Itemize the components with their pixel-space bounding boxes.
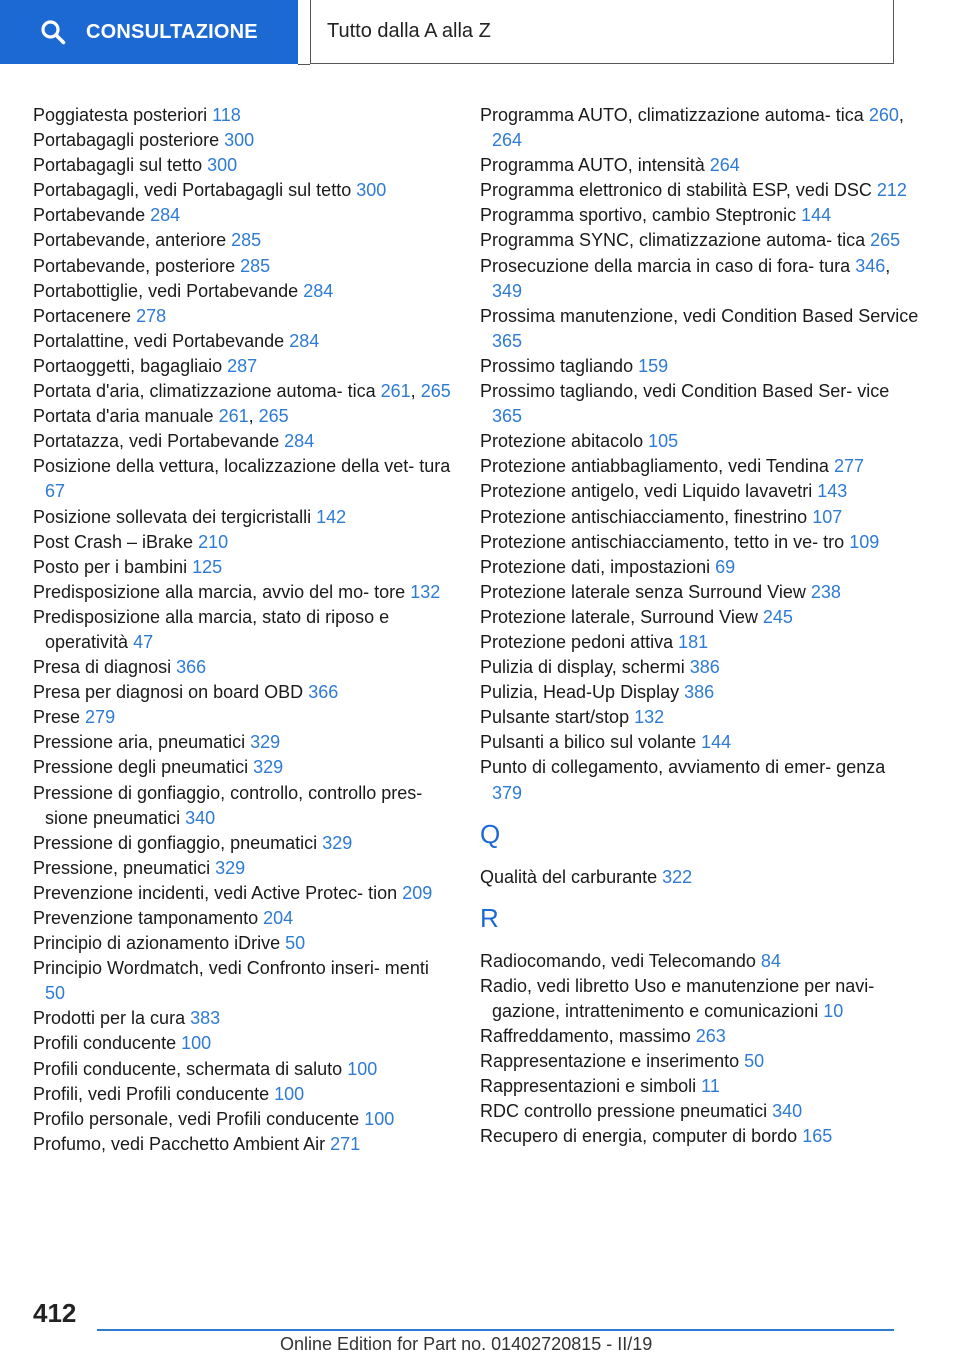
index-entry-text: Portabevande [33, 205, 146, 226]
page-link[interactable]: 260 [868, 105, 899, 125]
index-entry [33, 781, 453, 831]
page-link[interactable]: 322 [662, 866, 693, 887]
chapter-title [310, 0, 894, 64]
page-link[interactable]: 277 [833, 456, 864, 477]
index-entry [480, 580, 920, 605]
index-entry [480, 304, 920, 354]
index-column-right [480, 103, 920, 1149]
index-entry-text: Portabottiglie, vedi Portabevande [33, 280, 299, 301]
page-link[interactable]: 100 [364, 1108, 395, 1129]
page-link[interactable]: 50 [285, 933, 306, 954]
index-entry-text: Posizione sollevata dei tergicristalli [33, 506, 312, 527]
index-entry [33, 530, 453, 555]
page-link[interactable]: 105 [648, 431, 679, 452]
page-link[interactable]: 300 [224, 130, 255, 151]
index-entry-text: Programma SYNC, climatizzazione automa- tica [480, 230, 866, 251]
index-entry-text: Predisposizione alla marcia, stato di riposo e operatività [33, 606, 390, 652]
index-entry [480, 254, 920, 304]
page-link[interactable]: 284 [289, 330, 320, 351]
index-entry-text: Punto di collegamento, avviamento di emer- genza [480, 757, 886, 778]
index-entry-text: Prevenzione incidenti, vedi Active Protec- tion [33, 882, 398, 903]
index-entry-text: Principio Wordmatch, vedi Confronto inseri- menti [33, 958, 429, 979]
page-link[interactable]: 300 [207, 155, 238, 176]
index-entry-text: Programma sportivo, cambio Steptronic [480, 205, 797, 226]
index-entry-text: Prossimo tagliando [480, 355, 634, 376]
page-link[interactable]: 287 [227, 355, 258, 376]
index-entry-text: Rappresentazioni e simboli [480, 1076, 697, 1097]
index-entry [33, 1031, 453, 1056]
search-icon [40, 19, 66, 45]
page-link[interactable]: 386 [689, 657, 720, 678]
index-entry [33, 555, 453, 580]
index-entry-text: Raffreddamento, massimo [480, 1026, 691, 1046]
page-link[interactable]: 329 [250, 732, 281, 753]
index-entry [480, 605, 920, 630]
index-entry [33, 279, 453, 304]
index-entry-text: Portacenere [33, 305, 132, 326]
index-entry [33, 831, 453, 856]
page-link[interactable]: 11 [701, 1076, 720, 1097]
index-entry [480, 949, 920, 974]
page-link[interactable]: 329 [253, 757, 284, 778]
page-link[interactable]: 100 [347, 1058, 378, 1079]
index-entry-text: Portabevande, posteriore [33, 255, 236, 276]
index-entry-text: Pressione di gonfiaggio, controllo, controllo pres- sione pneumatici [33, 782, 423, 828]
index-entry [480, 730, 920, 755]
index-entry [480, 178, 920, 203]
index-entry-text: Protezione laterale senza Surround View [480, 581, 806, 602]
page-link[interactable]: 142 [316, 506, 347, 527]
index-entry [480, 655, 920, 680]
index-entry [480, 680, 920, 705]
index-group-q [480, 865, 920, 890]
index-entry-text: Recupero di energia, computer di bordo [480, 1126, 798, 1147]
index-entry-text: Profili conducente, schermata di saluto [33, 1058, 343, 1079]
page-link[interactable]: 285 [231, 230, 262, 251]
index-entry-text: Protezione abitacolo [480, 431, 644, 452]
index-entry [480, 1024, 920, 1049]
index-entry [480, 974, 920, 1024]
index-entry-text: Programma AUTO, intensità [480, 155, 705, 176]
page-link[interactable]: 279 [85, 707, 116, 728]
index-entry [33, 404, 453, 429]
index-entry-text: Profilo personale, vedi Profili conducente [33, 1108, 360, 1129]
index-entry [33, 1132, 453, 1157]
index-entry [480, 354, 920, 379]
page-link[interactable]: 340 [772, 1101, 803, 1122]
index-entry [480, 530, 920, 555]
index-entry-text: Pulizia di display, schermi [480, 657, 685, 678]
page-link[interactable]: 47 [133, 631, 154, 652]
index-entry-text: Portabagagli, vedi Portabagagli sul tetto [33, 180, 352, 201]
index-entry-text: Pulsanti a bilico sul volante [480, 732, 697, 753]
index-entry-text: Prodotti per la cura [33, 1008, 186, 1029]
index-entry [33, 1006, 453, 1031]
index-entry [33, 304, 453, 329]
page-link[interactable]: 210 [198, 531, 229, 552]
index-entry [33, 906, 453, 931]
page-link[interactable]: 50 [744, 1051, 765, 1072]
index-entry [480, 1074, 920, 1099]
page-link[interactable]: 329 [322, 832, 353, 853]
page-link[interactable]: 285 [240, 255, 271, 276]
index-entry-text: Portalattine, vedi Portabevande [33, 330, 285, 351]
index-entry-text: Profili conducente [33, 1033, 177, 1054]
index-entry [33, 379, 453, 404]
index-entry-text: Pressione di gonfiaggio, pneumatici [33, 832, 318, 853]
index-entry-text: Portata d'aria, climatizzazione automa- tica [33, 381, 376, 402]
page-link[interactable]: 143 [817, 481, 848, 502]
index-entry [33, 605, 453, 655]
index-entry [33, 931, 453, 956]
index-entry-text: Pressione, pneumatici [33, 857, 211, 878]
index-entry [33, 178, 453, 203]
index-entry [33, 881, 453, 906]
index-entry [33, 1107, 453, 1132]
index-entry [33, 429, 453, 454]
index-entry [33, 1057, 453, 1082]
header-divider [298, 64, 310, 65]
index-entry-text: Protezione antigelo, vedi Liquido lavavetri [480, 481, 813, 502]
index-entry-text: Prossima manutenzione, vedi Condition Based Service [480, 305, 919, 326]
index-entry [33, 580, 453, 605]
index-entry [480, 1049, 920, 1074]
page-link[interactable]: 69 [715, 556, 736, 577]
index-entry-text: Portabagagli sul tetto [33, 155, 203, 176]
index-entry-text: Qualità del carburante [480, 866, 658, 887]
page-link[interactable]: 132 [410, 581, 441, 602]
page-link[interactable]: 10 [823, 1000, 844, 1021]
page-link[interactable]: 349 [492, 280, 523, 301]
index-entry-text: Profili, vedi Profili conducente [33, 1083, 270, 1104]
index-entry-text: Protezione antischiacciamento, finestrino [480, 506, 808, 527]
index-entry [33, 254, 453, 279]
index-entry-text: Portaoggetti, bagagliaio [33, 355, 223, 376]
page-link[interactable]: 340 [185, 807, 216, 828]
page-link[interactable]: 181 [678, 631, 709, 652]
index-entry-text: Principio di azionamento iDrive [33, 933, 281, 954]
index-group-p [480, 103, 920, 806]
index-entry [480, 479, 920, 504]
section-label: CONSULTAZIONE [86, 20, 258, 43]
page-link[interactable]: 365 [492, 330, 523, 351]
index-entry [33, 153, 453, 178]
page-separator: , [898, 105, 904, 125]
page-link[interactable]: 278 [136, 305, 167, 326]
index-entry-text: Posto per i bambini [33, 556, 188, 577]
index-entry [480, 755, 920, 805]
page-link[interactable]: 264 [492, 130, 523, 151]
index-entry-text: Programma AUTO, climatizzazione automa- tica [480, 105, 864, 125]
page-link[interactable]: 346 [855, 255, 886, 276]
index-entry-text: Protezione laterale, Surround View [480, 606, 758, 627]
index-entry-text: Programma elettronico di stabilità ESP, vedi DSC [480, 180, 872, 201]
page-link[interactable]: 366 [308, 682, 339, 703]
index-entry-text: Rappresentazione e inserimento [480, 1051, 740, 1072]
index-entry [480, 1099, 920, 1124]
page-link[interactable]: 386 [684, 682, 715, 703]
index-entry [480, 505, 920, 530]
index-entry-text: Prese [33, 707, 81, 728]
index-entry-text: Prossimo tagliando, vedi Condition Based Ser- vice [480, 381, 890, 402]
index-entry-text: Protezione antischiacciamento, tetto in ve- tro [480, 531, 845, 552]
page-link[interactable]: 159 [638, 355, 669, 376]
chapter-title-text: Tutto dalla A alla Z [327, 20, 491, 42]
page-link[interactable]: 50 [45, 983, 66, 1004]
index-entry [33, 856, 453, 881]
page-separator: , [410, 381, 416, 402]
index-entry-text: Post Crash – iBrake [33, 531, 194, 552]
index-entry [33, 956, 453, 1006]
index-entry [33, 680, 453, 705]
section-tab-consultazione[interactable] [0, 0, 298, 64]
page-link[interactable]: 264 [709, 155, 740, 176]
index-entry-text: Posizione della vettura, localizzazione della vet- tura [33, 456, 451, 477]
index-entry [33, 103, 453, 128]
page-link[interactable]: 132 [634, 707, 665, 728]
page-link[interactable]: 84 [760, 950, 781, 971]
page-link[interactable]: 109 [849, 531, 880, 552]
index-entry-text: Presa per diagnosi on board OBD [33, 682, 304, 703]
index-entry-text: Profumo, vedi Pacchetto Ambient Air [33, 1133, 326, 1154]
index-letter-q: Q [480, 818, 501, 849]
index-entry-text: Portabagagli posteriore [33, 130, 220, 151]
index-entry-text: Pressione degli pneumatici [33, 757, 249, 778]
index-entry [33, 755, 453, 780]
index-entry-text: Protezione pedoni attiva [480, 631, 674, 652]
page-link[interactable]: 165 [802, 1126, 833, 1147]
index-entry [33, 128, 453, 153]
index-entry-text: Pulsante start/stop [480, 707, 630, 728]
page-link[interactable]: 245 [762, 606, 793, 627]
index-entry [480, 454, 920, 479]
index-entry [480, 865, 920, 890]
index-entry [480, 1124, 920, 1149]
index-entry [33, 203, 453, 228]
index-entry-text: Prevenzione tamponamento [33, 908, 259, 928]
index-entry [480, 103, 920, 153]
page-link[interactable]: 329 [215, 857, 246, 878]
index-entry-text: Radio, vedi libretto Uso e manutenzione per navi- gazione, intrattenimento e comunicazioni [480, 975, 875, 1021]
index-entry [33, 705, 453, 730]
index-entry [480, 153, 920, 178]
page-link[interactable]: 366 [176, 657, 207, 678]
page-link[interactable]: 365 [492, 406, 523, 427]
index-entry-text: Portatazza, vedi Portabevande [33, 431, 280, 452]
page-link[interactable]: 204 [263, 908, 294, 928]
index-entry [33, 1082, 453, 1107]
page-link[interactable]: 379 [492, 782, 523, 803]
page-link[interactable]: 265 [870, 230, 901, 251]
index-entry-text: Prosecuzione della marcia in caso di fora- tura [480, 255, 851, 276]
index-entry [480, 630, 920, 655]
page-link[interactable]: 263 [695, 1026, 726, 1046]
page-link[interactable]: 383 [190, 1008, 221, 1029]
index-entry [33, 655, 453, 680]
page-link[interactable]: 118 [212, 105, 241, 125]
index-entry-text: Presa di diagnosi [33, 657, 172, 678]
page-link[interactable]: 284 [284, 431, 315, 452]
index-entry-text: RDC controllo pressione pneumatici [480, 1101, 768, 1122]
footer-divider [97, 1329, 894, 1331]
page-separator: , [248, 406, 254, 427]
page-link[interactable]: 284 [150, 205, 181, 226]
index-entry-text: Protezione antiabbagliamento, vedi Tendina [480, 456, 829, 477]
page-number: 412 [33, 1298, 77, 1328]
index-entry [33, 329, 453, 354]
index-entry [480, 555, 920, 580]
page-link[interactable]: 144 [701, 732, 732, 753]
index-entry [480, 429, 920, 454]
index-entry [33, 730, 453, 755]
index-entry [480, 379, 920, 429]
page-link[interactable]: 261 [380, 381, 411, 402]
index-entry-text: Predisposizione alla marcia, avvio del mo- tore [33, 581, 406, 602]
index-entry-text: Pressione aria, pneumatici [33, 732, 246, 753]
index-entry-text: Portabevande, anteriore [33, 230, 227, 251]
page-link[interactable]: 265 [420, 381, 451, 402]
page-link[interactable]: 300 [356, 180, 387, 201]
index-entry [480, 203, 920, 228]
index-entry [33, 228, 453, 253]
index-entry [480, 228, 920, 253]
page-link[interactable]: 100 [181, 1033, 212, 1054]
index-entry-text: Protezione dati, impostazioni [480, 556, 711, 577]
index-column-left [33, 103, 453, 1157]
page-link[interactable]: 144 [801, 205, 832, 226]
page-link[interactable]: 265 [258, 406, 289, 427]
index-entry [33, 354, 453, 379]
page-link[interactable]: 67 [45, 481, 66, 502]
page-link[interactable]: 125 [192, 556, 223, 577]
index-entry [33, 454, 453, 504]
index-entry [33, 505, 453, 530]
page-link[interactable]: 107 [812, 506, 843, 527]
page-link[interactable]: 261 [218, 406, 249, 427]
page-link[interactable]: 284 [303, 280, 334, 301]
page-link[interactable]: 212 [876, 180, 907, 201]
index-group-r [480, 949, 920, 1150]
page-link[interactable]: 238 [810, 581, 841, 602]
page-separator: , [885, 255, 891, 276]
edition-info: Online Edition for Part no. 01402720815 - II/19 [280, 1334, 653, 1354]
index-entry-text: Poggiatesta posteriori [33, 105, 208, 125]
index-letter-r: R [480, 902, 499, 933]
index-entry-text: Radiocomando, vedi Telecomando [480, 950, 756, 971]
page-link[interactable]: 100 [274, 1083, 305, 1104]
index-entry-text: Pulizia, Head-Up Display [480, 682, 680, 703]
page-link[interactable]: 271 [330, 1133, 361, 1154]
page-header [0, 0, 960, 66]
index-entry-text: Portata d'aria manuale [33, 406, 214, 427]
index-entry [480, 705, 920, 730]
page-link[interactable]: 209 [402, 882, 433, 903]
